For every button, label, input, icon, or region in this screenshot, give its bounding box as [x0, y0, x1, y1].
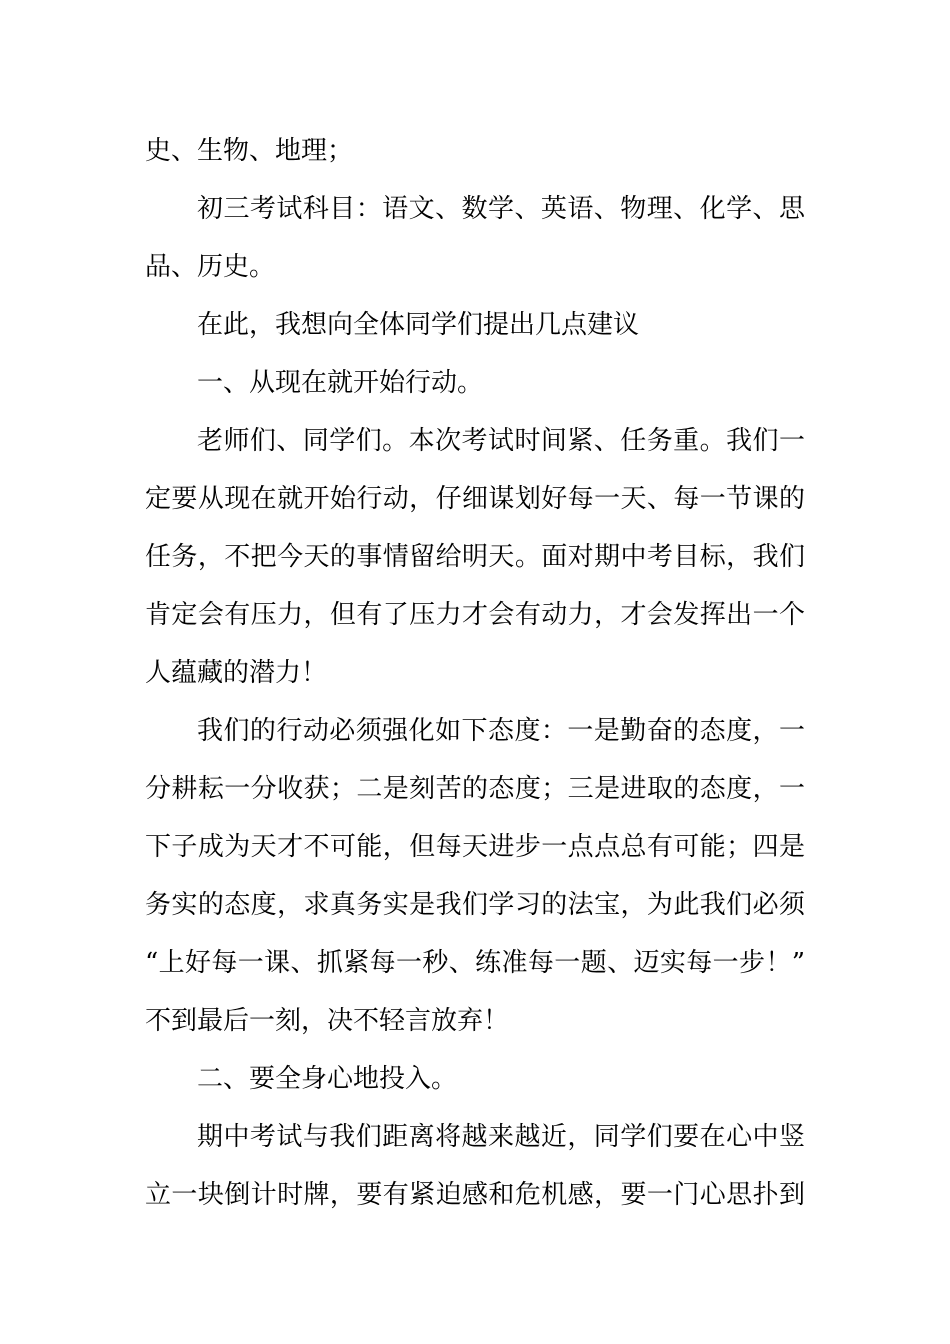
- text-line: 期中考试与我们距离将越来越近，同学们要在心中竖: [197, 1122, 805, 1152]
- paragraph-7: [145, 1108, 805, 1224]
- text-line: 史、生物、地理；: [145, 136, 354, 166]
- text-line: 二、要全身心地投入。: [197, 1064, 458, 1094]
- paragraph-6: [145, 1050, 805, 1108]
- paragraph-3: [145, 354, 805, 412]
- paragraph-1: [145, 180, 805, 296]
- text-line: 在此，我想向全体同学们提出几点建议: [197, 310, 640, 340]
- text-line: 分耕耘一分收获；二是刻苦的态度；三是进取的态度，一: [145, 774, 805, 804]
- text-line: “上好每一课、抓紧每一秒、练准每一题、迈实每一步！”: [145, 948, 805, 978]
- text-line: 我们的行动必须强化如下态度：一是勤奋的态度，一: [197, 716, 805, 746]
- text-line: 肯定会有压力，但有了压力才会有动力，才会发挥出一个: [145, 600, 805, 630]
- document-page: [145, 122, 805, 1224]
- paragraph-2: [145, 296, 805, 354]
- paragraph-5: [145, 702, 805, 1050]
- text-line: 一、从现在就开始行动。: [197, 368, 484, 398]
- text-line: 立一块倒计时牌，要有紧迫感和危机感，要一门心思扑到: [145, 1180, 805, 1210]
- text-line: 品、历史。: [145, 252, 276, 282]
- text-line: 定要从现在就开始行动，仔细谋划好每一天、每一节课的: [145, 484, 805, 514]
- text-line: 任务，不把今天的事情留给明天。面对期中考目标，我们: [145, 542, 805, 572]
- paragraph-0: [145, 122, 805, 180]
- text-line: 下子成为天才不可能，但每天进步一点点总有可能；四是: [145, 832, 805, 862]
- text-line: 初三考试科目：语文、数学、英语、物理、化学、思: [197, 194, 805, 224]
- text-line: 不到最后一刻，决不轻言放弃！: [145, 1006, 510, 1036]
- text-line: 务实的态度，求真务实是我们学习的法宝，为此我们必须: [145, 890, 805, 920]
- text-line: 老师们、同学们。本次考试时间紧、任务重。我们一: [197, 426, 805, 456]
- text-line: 人蕴藏的潜力！: [145, 658, 328, 688]
- paragraph-4: [145, 412, 805, 702]
